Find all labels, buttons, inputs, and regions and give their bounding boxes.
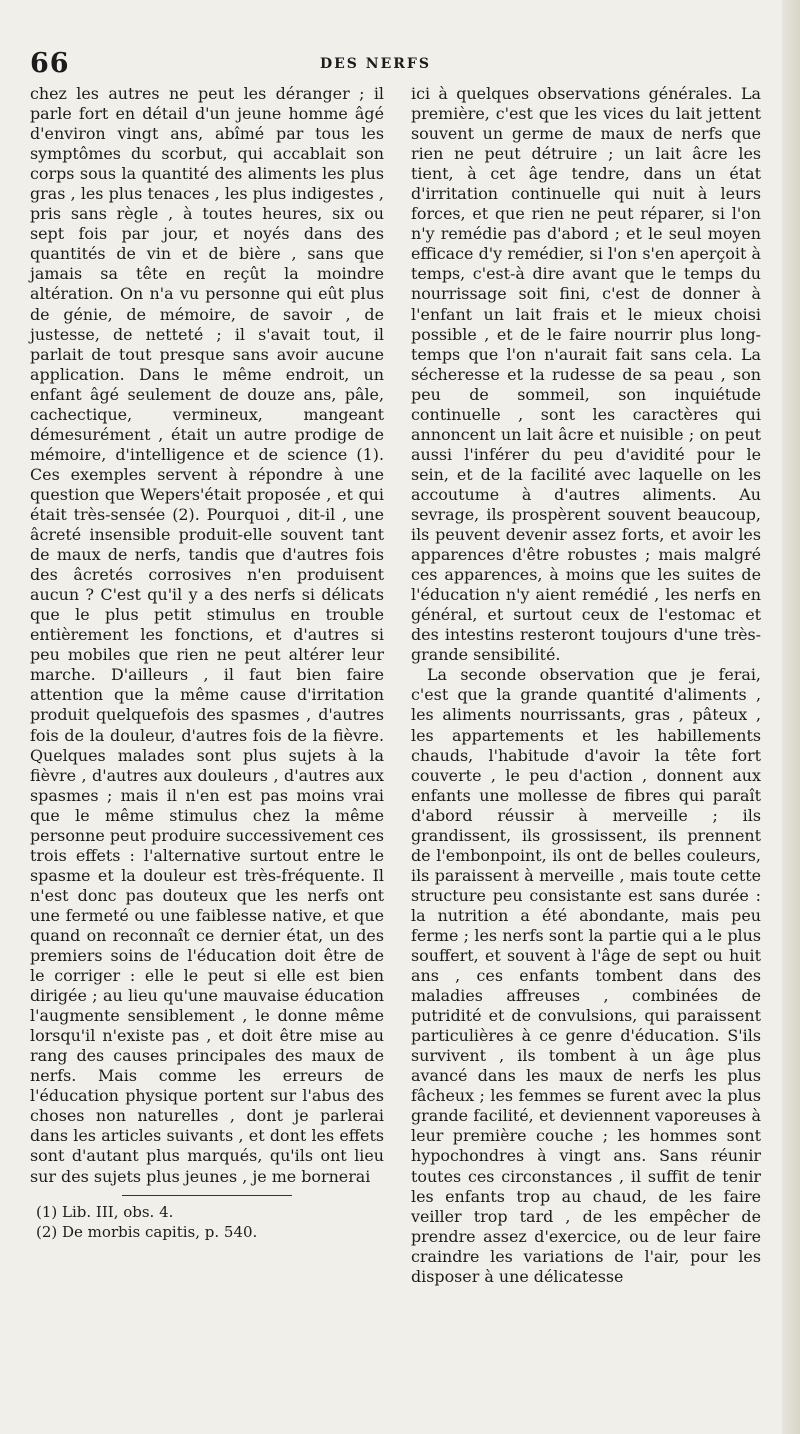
running-head: DES NERFS: [320, 56, 431, 72]
footnote-divider: [122, 1195, 292, 1196]
paragraph: chez les autres ne peut les déranger ; il parle fort en détail d'un jeune homme âgé d'environ vingt ans, abîmé par tous les symptômes du scorbut, qui accablait son corps sous la quantité des aliments les plus gras , les plus tenaces , les plus indigestes , pris sans règle , à toutes heures, six ou sept fois par jour, et noyés dans des quantités de vin et de bière , sans que jamais sa tête en reçût la moindre altération. On n'a vu personne qui eût plus de génie, de mémoire, de savoir , de justesse, de netteté ; il s'avait tout, il parlait de tout presque sans avoir aucune application. Dans le même endroit, un enfant âgé seulement de douze ans, pâle, cachectique, vermineux, mangeant démesurément , était un autre prodige de mémoire, d'intelligence et de science (1). Ces exemples servent à répondre à une question que Wepers'était proposée , et qui était très-sensée (2). Pourquoi , dit-il , une âcreté insensible produit-elle souvent tant de maux de nerfs, tandis que d'autres fois des âcretés corrosives n'en produisent aucun ? C'est qu'il y a des nerfs si délicats que le plus petit stimulus en trouble entièrement les fonctions, et d'autres si peu mobiles que rien ne peut altérer leur marche. D'ailleurs , il faut bien faire attention que la même cause d'irritation produit quelquefois des spasmes , d'autres fois de la douleur, d'autres fois de la fièvre. Quelques malades sont plus sujets à la fièvre , d'autres aux douleurs , d'autres aux spasmes ; mais il n'en est pas moins vrai que le même stimulus chez la même personne peut produire successivement ces trois effets : l'alternative surtout entre le spasme et la douleur est très-fréquente. Il n'est donc pas douteux que les nerfs ont une fermeté ou une faiblesse native, et que quand on reconnaît ce dernier état, un des premiers soins de l'éducation doit être de le corriger : elle le peut si elle est bien dirigée ; au lieu qu'une mauvaise éducation l'augmente sensiblement , le donne même lorsqu'il n'existe pas , et doit être mise au rang des causes principales des maux de nerfs. Mais comme les erreurs de l'éducation physique portent sur l'abus des choses non naturelles , dont je parlerai dans les articles suivants , et dont les effets sont d'autant plus marqués, qu'ils ont lieu sur des sujets plus jeunes , je me bornerai: [30, 84, 384, 1186]
footnote: (1) Lib. III, obs. 4.: [36, 1202, 174, 1221]
page-header: [30, 48, 730, 78]
left-column: [30, 84, 384, 1242]
paragraph: La seconde observation que je ferai, c'est que la grande quantité d'aliments , les aliments nourrissants, gras , pâteux , les appartements et les habillements chauds, l'habitude d'avoir la tête fort couverte , le peu d'action , donnent aux enfants une mollesse de fibres qui paraît d'abord réussir à merveille ; ils grandissent, ils grossissent, ils prennent de l'embonpoint, ils ont de belles couleurs, ils paraissent à merveille , mais toute cette structure peu consistante est sans durée : la nutrition a été abondante, mais peu ferme ; les nerfs sont la partie qui a le plus souffert, et souvent à l'âge de sept ou huit ans , ces enfants tombent dans des maladies affreuses , combinées de putridité et de convulsions, qui paraissent particulières à ce genre d'éducation. S'ils survivent , ils tombent à un âge plus avancé dans les maux de nerfs les plus fâcheux ; les femmes se furent avec la plus grande facilité, et deviennent vaporeuses à leur première couche ; les hommes sont hypochondres à vingt ans. Sans réunir toutes ces circonstances , il suffit de tenir les enfants trop au chaud, de les faire veiller trop tard , de les empêcher de prendre assez d'exercice, ou de leur faire craindre les variations de l'air, pour les disposer à une délicatesse: [411, 665, 761, 1286]
footnotes: [30, 1202, 384, 1242]
paragraph: ici à quelques observations générales. La première, c'est que les vices du lait jettent souvent un germe de maux de nerfs que rien ne peut détruire ; un lait âcre les tient, à cet âge tendre, dans un état d'irritation continuelle qui nuit à leurs forces, et que rien ne peut réparer, si l'on n'y remédie pas d'abord ; et le seul moyen efficace d'y remédier, si l'on s'en aperçoit à temps, c'est-à dire avant que le temps du nourrissage soit fini, c'est de donner à l'enfant un lait frais et le mieux choisi possible , et de le faire nourrir plus long-temps que l'on n'aurait fait sans cela. La sécheresse et la rudesse de sa peau , son peu de sommeil, son inquiétude continuelle , sont les caractères qui annoncent un lait âcre et nuisible ; on peut aussi l'inférer du peu d'avidité pour le sein, et de la facilité avec laquelle on les accoutume à d'autres aliments. Au sevrage, ils prospèrent souvent beaucoup, ils peuvent devenir assez forts, et avoir les apparences d'être robustes ; mais malgré ces apparences, à moins que les suites de l'éducation n'y aient remédié , les nerfs en général, et surtout ceux de l'estomac et des intestins resteront toujours d'une très-grande sensibilité.: [411, 84, 761, 665]
right-column: [411, 84, 761, 1287]
page-edge: [782, 0, 800, 1434]
footnote: (2) De morbis capitis, p. 540.: [36, 1222, 258, 1241]
page-number: 66: [30, 48, 70, 79]
